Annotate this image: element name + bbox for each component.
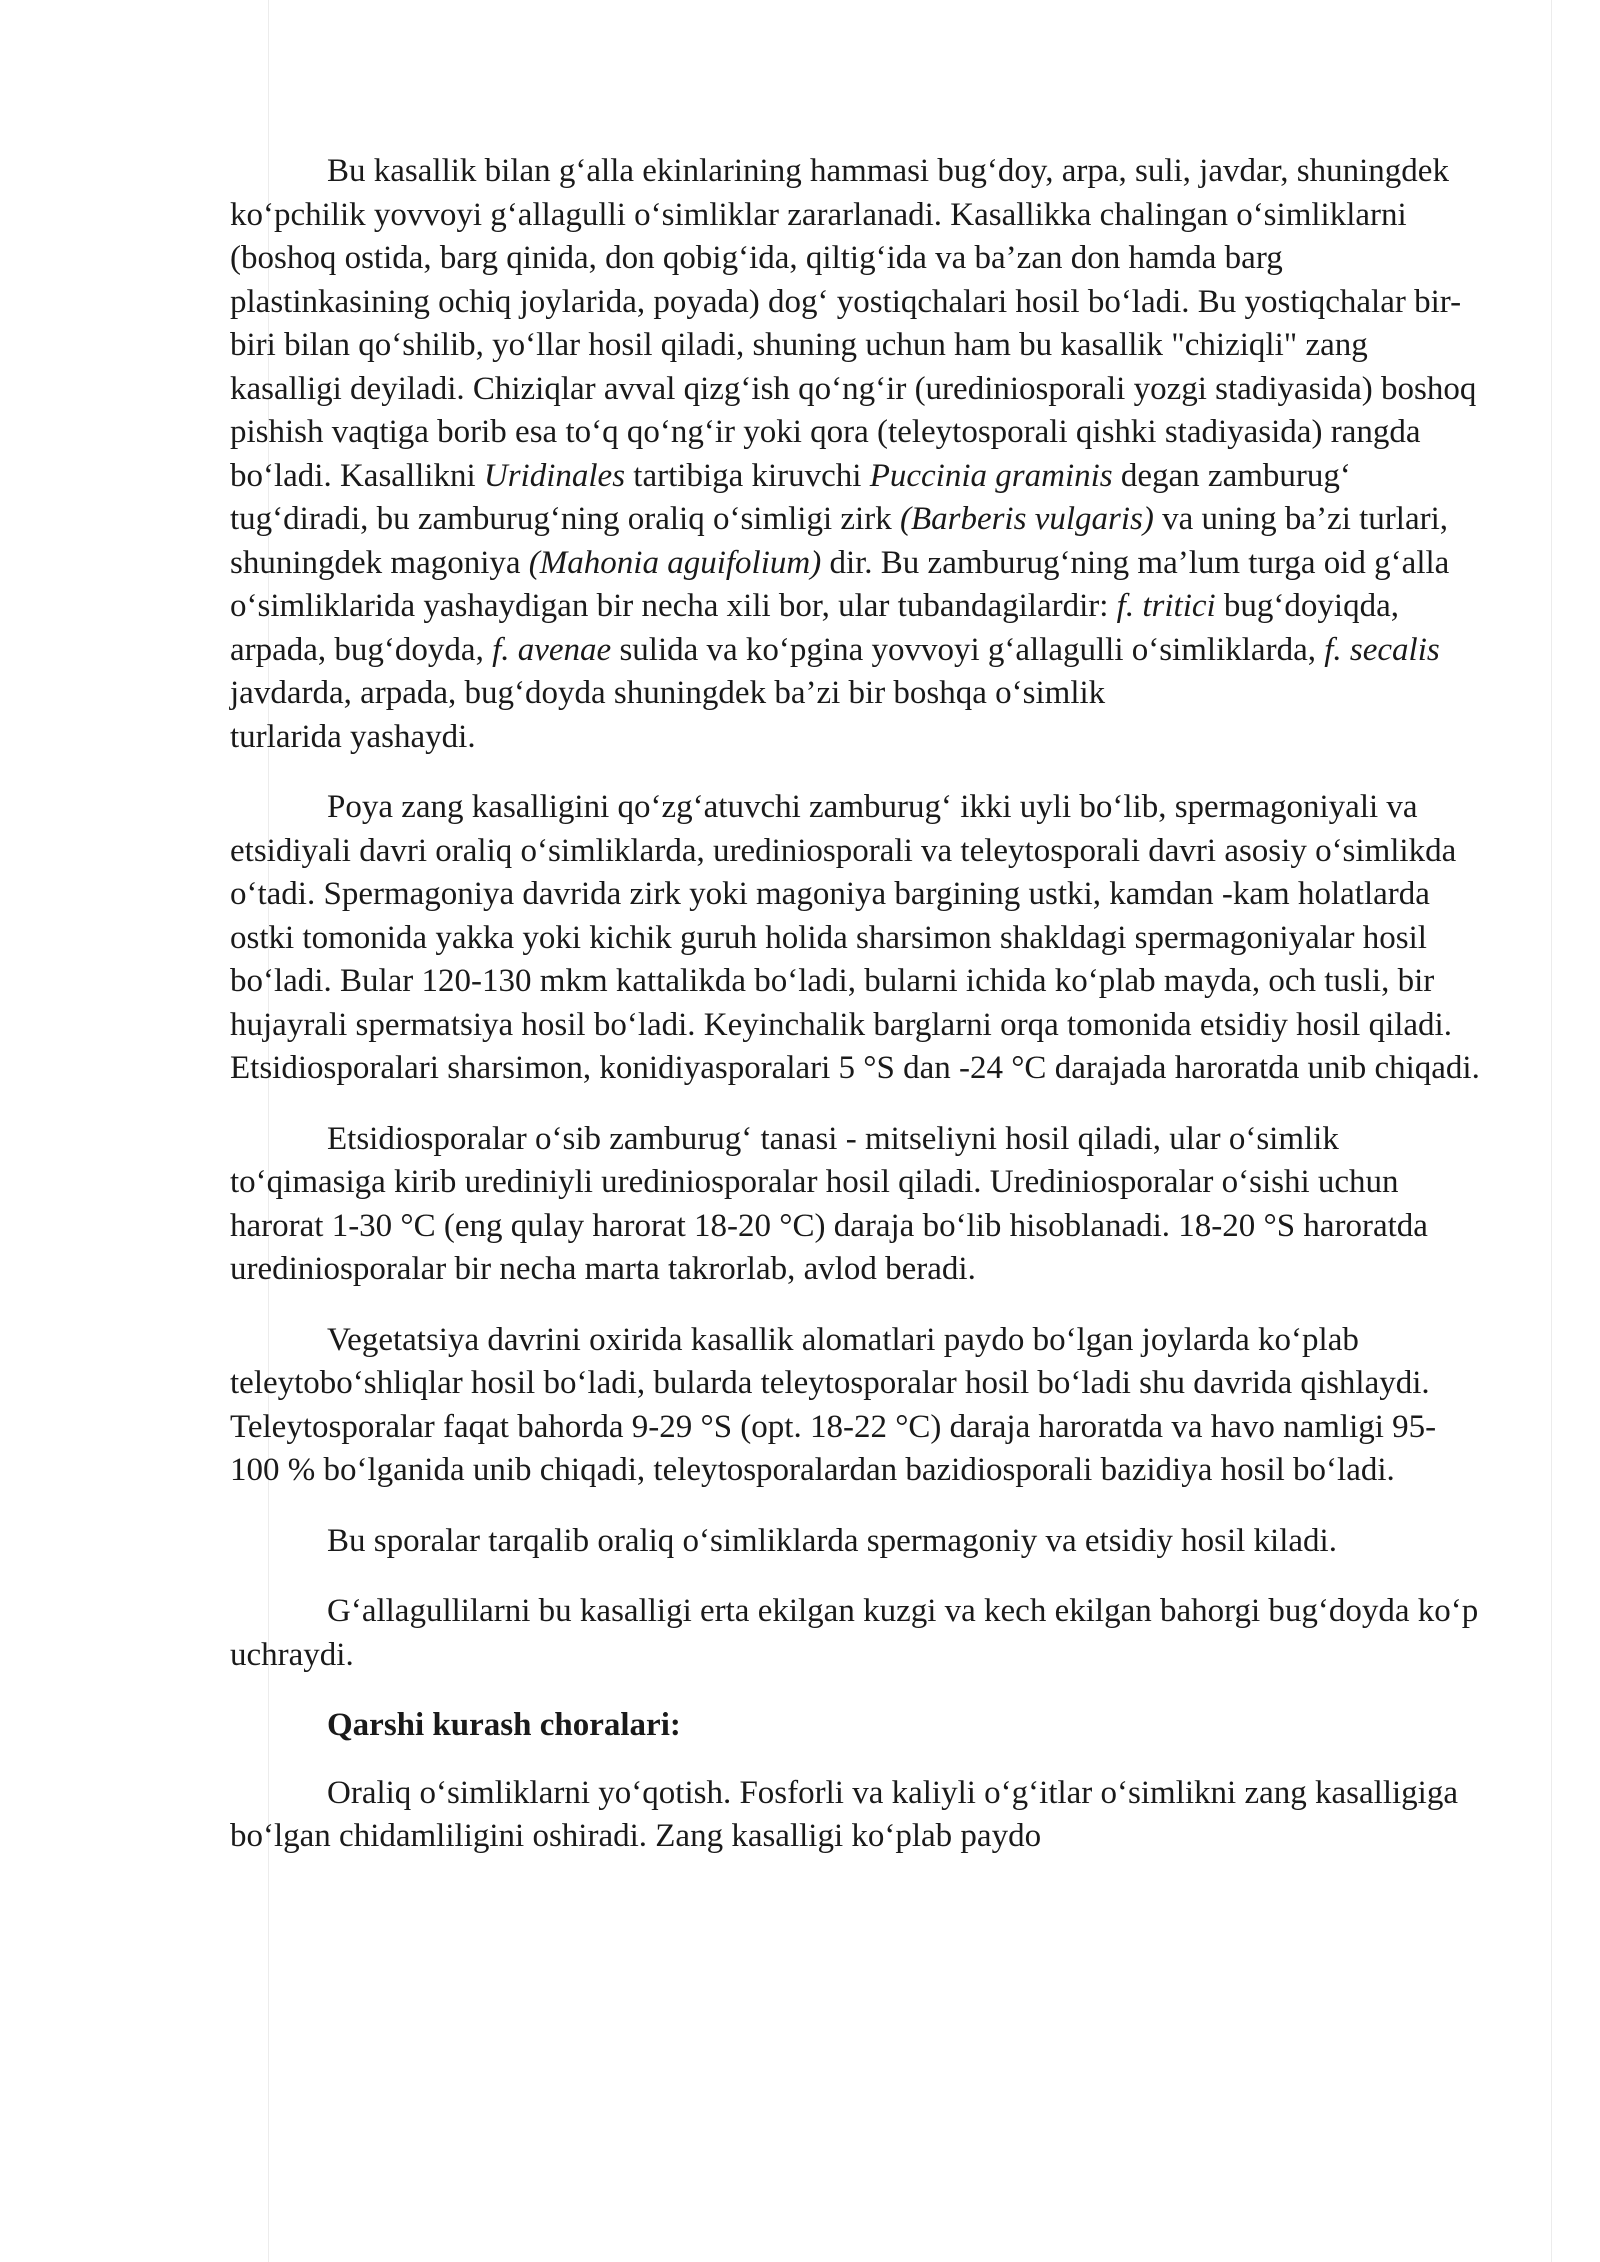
- italic-term: (Barberis vulgaris): [899, 501, 1154, 537]
- text-run: degan zamburug‘ tug‘diradi, bu zamburug‘ning oraliq o‘simligi zirk: [230, 457, 1351, 537]
- text-run: sulida va ko‘pgina yovvoyi g‘allagulli o‘simliklarda,: [611, 631, 1325, 668]
- body-paragraph: [230, 1772, 1480, 1859]
- text-run: Poya zang kasalligini qo‘zg‘atuvchi zamburug‘ ikki uyli bo‘lib, spermagoniyali va etsidiyali davri oraliq o‘simliklarda, urediniosporali va teleytosporali davri asosiy o‘simlikda o‘tadi. Spermagoniya davrida zirk yoki magoniya bargining ustki, kamdan -kam holatlarda ostki tomonida yakka yoki kichik guruh holida sharsimon shakldagi spermagoniyalar hosil bo‘ladi. Bular 120-130 mkm kattalikda bo‘ladi, bularni ichida ko‘plab mayda, och tusli, bir hujayrali spermatsiya hosil bo‘ladi. Keyinchalik barglarni orqa tomonida etsidiy hosil qiladi. Etsidiosporalari sharsimon, konidiyasporalari 5 °S dan -24 °C darajada haroratda unib chiqadi.: [230, 789, 1480, 1086]
- text-run: Vegetatsiya davrini oxirida kasallik alomatlari paydo bo‘lgan joylarda ko‘plab teleytobo‘shliqlar hosil bo‘ladi, bularda teleytosporalar hosil bo‘ladi shu davrida qishlaydi. Teleytosporalar faqat bahorda 9-29 °S (opt. 18-22 °C) daraja haroratda va havo namligi 95-100 % bo‘lganida unib chiqadi, teleytosporalardan bazidiosporali bazidiya hosil bo‘ladi.: [230, 1321, 1437, 1488]
- body-paragraph: [230, 150, 1480, 759]
- text-run: va uning ba’zi turlari, shuningdek magoniya: [230, 501, 1449, 581]
- text-run: turlarida yashaydi.: [230, 718, 476, 755]
- italic-term: f. avenae: [492, 631, 612, 668]
- text-run: Etsidiosporalar o‘sib zamburug‘ tanasi - mitseliyni hosil qiladi, ular o‘simlik to‘qimasiga kirib urediniyli urediniosporalar hosil qiladi. Urediniosporalar o‘sishi uchun harorat 1-30 °C (eng qulay harorat 18-20 °C) daraja bo‘lib hisoblanadi. 18-20 °S haroratda urediniosporalar bir necha marta takrorlab, avlod beradi.: [230, 1120, 1428, 1287]
- italic-term: f. secalis: [1324, 631, 1440, 668]
- text-run: Bu sporalar tarqalib oraliq o‘simliklarda spermagoniy va etsidiy hosil kiladi.: [327, 1522, 1337, 1559]
- italic-term: Puccinia graminis: [869, 457, 1113, 494]
- italic-term: f. tritici: [1116, 588, 1216, 624]
- text-run: Oraliq o‘simliklarni yo‘qotish. Fosforli va kaliyli o‘g‘itlar o‘simlikni zang kasalligiga bo‘lgan chidamliligini oshiradi. Zang kasalligi ko‘plab paydo: [230, 1774, 1458, 1854]
- text-run: Qarshi kurash choralari:: [327, 1707, 681, 1743]
- text-run: G‘allagullilarni bu kasalligi erta ekilgan kuzgi va kech ekilgan bahorgi bug‘doyda ko‘p uchraydi.: [230, 1593, 1479, 1673]
- document-page: [230, 150, 1480, 1886]
- body-paragraph: [230, 1118, 1480, 1292]
- text-run: tartibiga kiruvchi: [625, 457, 870, 494]
- italic-term: Uridinales: [483, 457, 626, 494]
- body-paragraph: [230, 1520, 1480, 1564]
- body-paragraph: [230, 1319, 1480, 1493]
- italic-term: (Mahonia aguifolium): [528, 544, 822, 581]
- text-run: javdarda, arpada, bug‘doyda shuningdek ba’zi bir boshqa o‘simlik: [230, 675, 1106, 711]
- text-run: bug‘doyiqda, arpada, bug‘doyda,: [230, 588, 1399, 668]
- text-run: dir. Bu zamburug‘ning ma’lum turga oid g‘alla o‘simliklarida yashaydigan bir necha xili bor, ular tubandagilardir:: [230, 544, 1450, 624]
- body-paragraph: [230, 786, 1480, 1091]
- page-edge-right: [1551, 0, 1552, 2262]
- section-heading: [230, 1704, 1480, 1748]
- body-paragraph: [230, 1590, 1480, 1677]
- text-run: Bu kasallik bilan g‘alla ekinlarining hammasi bug‘doy, arpa, suli, javdar, shuningdek ko‘pchilik yovvoyi g‘allagulli o‘simliklar zararlanadi. Kasallikka chalingan o‘simliklarni (boshoq ostida, barg qinida, don qobig‘ida, qiltig‘ida va ba’zan don hamda barg plastinkasining ochiq joylarida, poyada) dog‘ yostiqchalari hosil bo‘ladi. Bu yostiqchalar bir-biri bilan qo‘shilib, yo‘llar hosil qiladi, shuning uchun ham bu kasallik "chiziqli" zang kasalligi deyiladi. Chiziqlar avval qizg‘ish qo‘ng‘ir (urediniosporali yozgi stadiyasida) boshoq pishish vaqtiga borib esa to‘q qo‘ng‘ir yoki qora (teleytosporali qishki stadiyasida) rangda bo‘ladi. Kasallikni: [230, 153, 1477, 494]
